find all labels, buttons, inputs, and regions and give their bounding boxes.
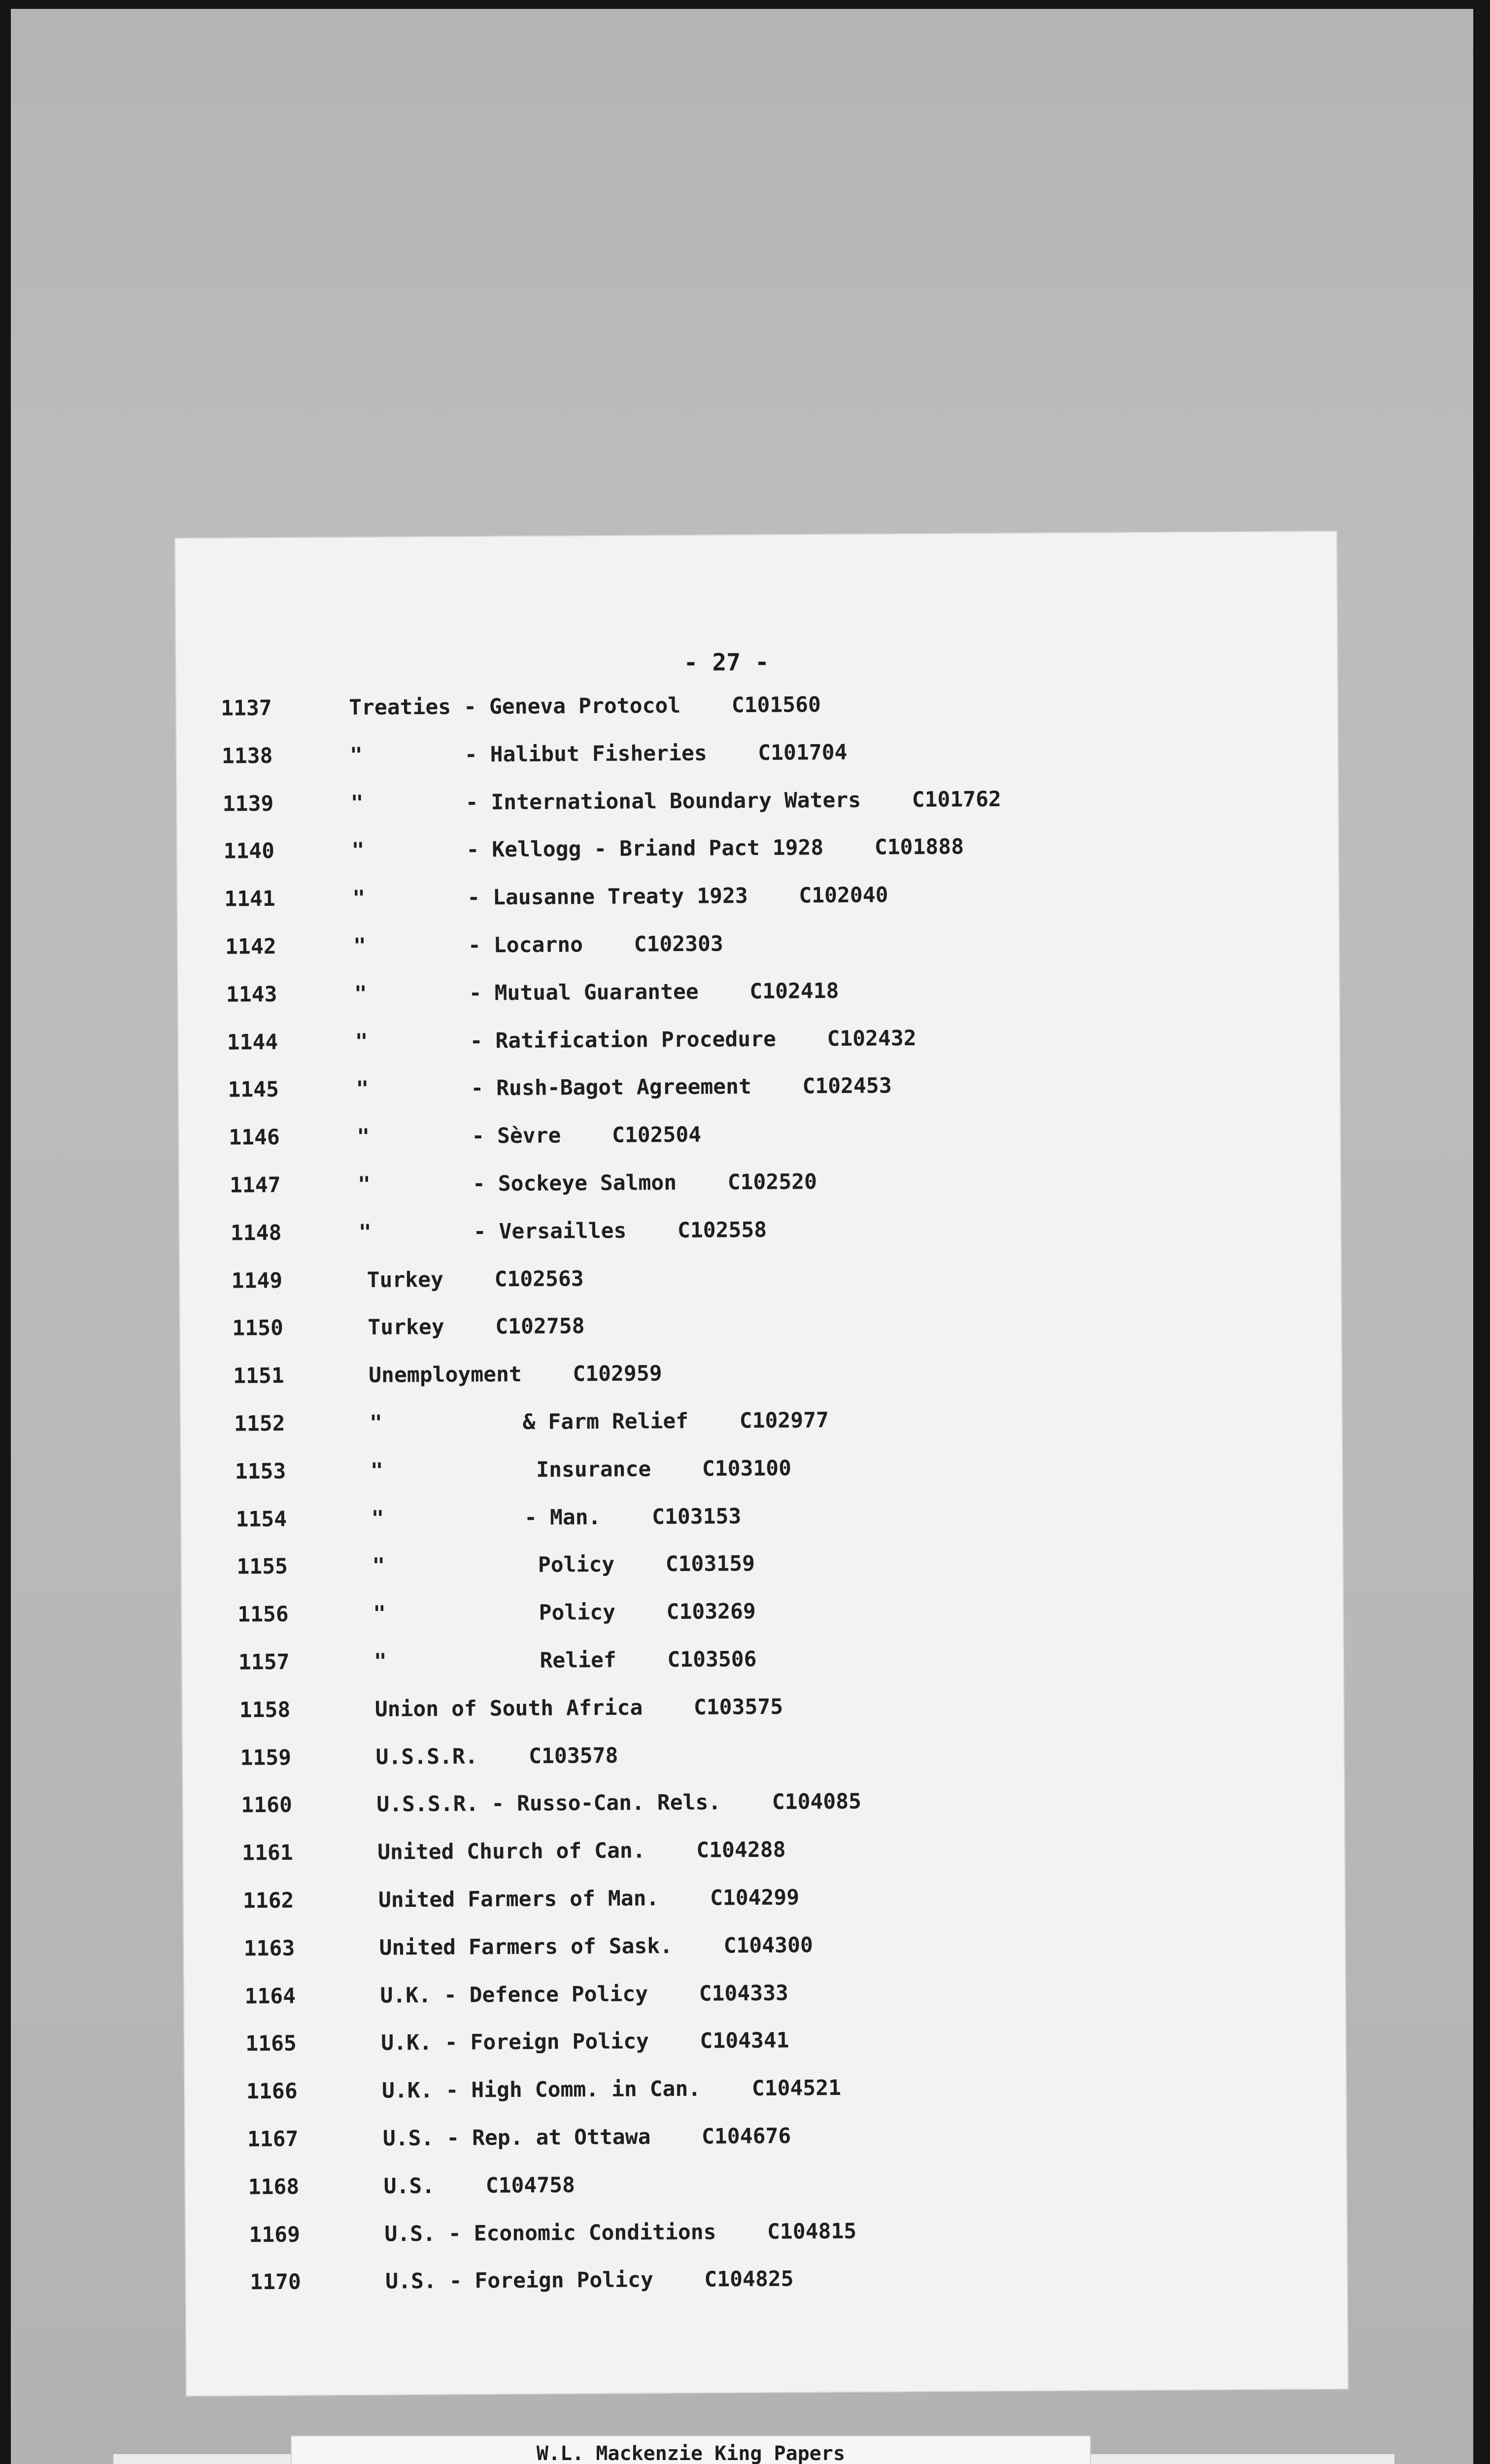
entry-subject-text: " - Mutual Guarantee xyxy=(354,979,699,1006)
entry-gap xyxy=(673,1933,724,1958)
entry-gap xyxy=(649,2029,700,2054)
entry-gap xyxy=(707,741,758,766)
entry-code: C102453 xyxy=(802,1073,892,1099)
entry-number: 1159 xyxy=(240,1745,292,1771)
entry-subject-text: " - Lausanne Treaty 1923 xyxy=(352,884,748,911)
entry-number: 1146 xyxy=(229,1125,280,1150)
entry-code: C104676 xyxy=(701,2123,791,2149)
entry-code: C104333 xyxy=(699,1981,789,2006)
entry-subject xyxy=(383,2173,575,2198)
entry-row xyxy=(183,1024,1267,1064)
entry-subject-text: " Policy xyxy=(373,1600,616,1626)
entry-subject-text: Turkey xyxy=(367,1267,444,1293)
entry-row xyxy=(189,1358,1273,1399)
entry-code: C102977 xyxy=(739,1408,829,1434)
entry-number: 1150 xyxy=(232,1316,284,1341)
entry-number: 1140 xyxy=(223,839,275,864)
entry-gap xyxy=(688,1408,740,1434)
collection-slip xyxy=(291,2435,1091,2464)
entry-gap xyxy=(680,693,732,718)
entry-gap xyxy=(861,787,912,813)
entry-code: C102758 xyxy=(495,1314,585,1339)
entry-gap xyxy=(614,1552,666,1577)
entry-subject xyxy=(356,1074,892,1102)
entry-subject xyxy=(367,1266,583,1293)
entry-code: C102520 xyxy=(727,1169,817,1195)
entry-subject xyxy=(385,2267,794,2294)
entry-number: 1138 xyxy=(221,743,273,769)
entry-row xyxy=(180,881,1264,922)
entry-subject-text: " - Sockeye Salmon xyxy=(357,1170,677,1197)
entry-number: 1155 xyxy=(237,1554,288,1579)
entry-subject xyxy=(353,931,723,958)
entry-number: 1142 xyxy=(225,934,276,959)
entry-subject xyxy=(358,1169,817,1197)
entry-subject-text: " Insurance xyxy=(370,1457,651,1483)
entry-number: 1148 xyxy=(230,1220,282,1246)
entry-gap xyxy=(776,1027,827,1052)
entry-subject xyxy=(355,1026,916,1054)
entry-subject-text: Turkey xyxy=(368,1315,444,1340)
entry-code: C102418 xyxy=(749,978,839,1004)
entry-subject-text: " - Man. xyxy=(371,1505,601,1531)
entry-code: C103575 xyxy=(693,1694,783,1720)
entry-number: 1158 xyxy=(239,1697,291,1723)
entry-number: 1151 xyxy=(233,1364,284,1389)
entry-subject-text: Unemployment xyxy=(369,1362,522,1388)
entry-code: C104300 xyxy=(723,1933,813,1958)
entry-number: 1166 xyxy=(246,2079,298,2104)
entry-gap xyxy=(648,1981,699,2006)
entry-subject-text: Union of South Africa xyxy=(374,1695,643,1722)
entry-subject xyxy=(376,1789,861,1817)
entry-code: C103578 xyxy=(529,1743,618,1769)
entry-code: C103269 xyxy=(666,1599,756,1625)
entry-number: 1162 xyxy=(242,1888,294,1914)
entry-gap xyxy=(626,1218,677,1243)
entry-subject-text: " - Sèvre xyxy=(357,1123,561,1150)
entry-subject-text: " - Ratification Procedure xyxy=(355,1027,777,1054)
entry-gap xyxy=(651,1456,702,1481)
collection-line-1: W.L. Mackenzie King Papers xyxy=(536,2442,846,2464)
entry-subject-text: U.S.S.R. - Russo-Can. Rels. xyxy=(376,1790,721,1817)
entry-subject-text: " Relief xyxy=(373,1647,616,1674)
entry-code: C104825 xyxy=(704,2266,794,2293)
entry-row xyxy=(181,928,1265,969)
entry-subject xyxy=(383,2124,791,2151)
entry-subject xyxy=(380,1981,788,2008)
entry-code: C104288 xyxy=(696,1837,786,1863)
entry-row xyxy=(196,1739,1280,1780)
entry-subject xyxy=(371,1504,741,1531)
entry-code: C103153 xyxy=(651,1504,742,1529)
entry-gap xyxy=(616,1647,668,1673)
entry-subject-text: " & Farm Relief xyxy=(369,1408,689,1436)
entry-subject-text: U.S.S.R. xyxy=(375,1744,478,1770)
entry-subject xyxy=(349,692,821,720)
entry-row xyxy=(177,738,1261,779)
entry-row xyxy=(198,1835,1282,1876)
entry-subject xyxy=(378,1885,800,1913)
entry-subject xyxy=(351,835,964,863)
entry-number: 1156 xyxy=(237,1602,289,1627)
entry-number: 1144 xyxy=(227,1029,278,1055)
entry-gap xyxy=(601,1505,652,1530)
entry-subject xyxy=(359,1218,767,1245)
entry-code: C101560 xyxy=(731,692,821,718)
entry-code: C104085 xyxy=(772,1789,862,1815)
entry-number: 1154 xyxy=(236,1506,287,1532)
entry-gap xyxy=(748,884,799,909)
entry-number: 1137 xyxy=(220,696,272,721)
entry-number: 1141 xyxy=(224,887,276,912)
entry-gap xyxy=(721,1790,772,1815)
entry-number: 1164 xyxy=(244,1984,296,2009)
entry-gap xyxy=(823,835,875,860)
entry-subject xyxy=(371,1456,792,1483)
entry-gap xyxy=(751,1074,803,1099)
entry-subject-text: U.S. - Foreign Policy xyxy=(385,2267,654,2294)
entry-row xyxy=(185,1167,1269,1208)
entry-gap xyxy=(653,2267,705,2293)
entry-row xyxy=(186,1214,1270,1255)
entry-subject xyxy=(369,1361,662,1388)
entry-subject xyxy=(370,1408,829,1436)
entry-row xyxy=(190,1405,1274,1446)
entry-subject-text: U.K. - Foreign Policy xyxy=(381,2029,649,2056)
entry-row xyxy=(187,1262,1271,1303)
entry-subject xyxy=(351,787,1002,816)
entry-number: 1147 xyxy=(229,1172,281,1198)
entry-code: C103506 xyxy=(667,1647,757,1673)
entry-subject xyxy=(384,2219,856,2246)
entry-code: C104815 xyxy=(767,2219,857,2244)
entry-row xyxy=(179,833,1263,874)
entry-number: 1145 xyxy=(228,1077,279,1102)
entry-row xyxy=(191,1501,1275,1541)
entry-row xyxy=(194,1644,1278,1685)
entry-row xyxy=(197,1787,1281,1828)
entry-row xyxy=(184,1119,1268,1160)
entry-row xyxy=(182,976,1266,1017)
entry-code: C101888 xyxy=(874,834,964,860)
entry-number: 1161 xyxy=(241,1840,293,1866)
entry-row xyxy=(188,1310,1272,1351)
entry-row xyxy=(192,1548,1276,1589)
entry-subject xyxy=(377,1838,786,1865)
entry-subject xyxy=(368,1314,584,1340)
entry-subject xyxy=(375,1743,618,1769)
entry-row xyxy=(193,1596,1277,1637)
entry-subject-text: " - Kellogg - Briand Pact 1928 xyxy=(351,835,824,863)
entry-row xyxy=(183,1071,1267,1112)
entry-subject-text: " - Halibut Fisheries xyxy=(349,741,707,768)
entry-subject xyxy=(350,740,847,768)
entry-code: C102563 xyxy=(494,1266,584,1292)
entry-code: C102432 xyxy=(827,1026,916,1051)
entry-code: C104521 xyxy=(751,2076,842,2101)
entry-number: 1168 xyxy=(248,2174,300,2200)
entry-subject-text: " - Locarno xyxy=(353,932,583,959)
entry-subject xyxy=(379,1933,813,1960)
entry-subject-text: United Farmers of Man. xyxy=(378,1886,659,1913)
entry-subject-text: " - Versailles xyxy=(358,1218,627,1245)
entry-gap xyxy=(650,2124,702,2150)
entry-gap xyxy=(522,1362,573,1387)
entry-number: 1139 xyxy=(222,791,274,817)
entry-subject-text: U.S. xyxy=(383,2173,435,2199)
entry-subject xyxy=(352,883,888,911)
entry-number: 1157 xyxy=(238,1649,290,1675)
entry-row xyxy=(202,2073,1286,2114)
entry-subject-text: " Policy xyxy=(372,1552,615,1579)
entry-number: 1153 xyxy=(235,1459,286,1484)
entry-subject-text: " - Rush-Bagot Agreement xyxy=(356,1074,752,1102)
entry-row xyxy=(201,2025,1285,2066)
entry-row xyxy=(200,1978,1284,2019)
entry-code: C102303 xyxy=(634,931,723,957)
entry-gap xyxy=(716,2220,767,2245)
entry-row xyxy=(199,1882,1283,1923)
entry-gap xyxy=(435,2173,486,2198)
entry-code: C104341 xyxy=(700,2028,789,2054)
entry-row xyxy=(205,2264,1289,2305)
entry-subject-text: United Farmers of Sask. xyxy=(379,1933,673,1960)
entry-gap xyxy=(699,979,750,1004)
entry-subject-text: U.K. - High Comm. in Can. xyxy=(381,2076,701,2103)
entry-row xyxy=(176,690,1260,731)
entry-code: C102504 xyxy=(611,1122,702,1148)
entry-subject-text: Treaties - Geneva Protocol xyxy=(348,693,681,720)
entry-gap xyxy=(615,1600,667,1625)
entry-code: C101762 xyxy=(912,787,1002,812)
entry-number: 1160 xyxy=(241,1793,293,1818)
entry-subject xyxy=(374,1647,757,1674)
entry-subject-text: U.S. - Rep. at Ottawa xyxy=(382,2124,651,2151)
entry-number: 1163 xyxy=(243,1936,295,1961)
entry-subject xyxy=(382,2076,841,2103)
entry-gap xyxy=(659,1886,710,1911)
entry-number: 1143 xyxy=(226,982,277,1007)
entry-number: 1149 xyxy=(231,1268,283,1294)
entry-subject-text: U.S. - Economic Conditions xyxy=(384,2220,716,2247)
entry-subject xyxy=(354,979,839,1006)
entry-gap xyxy=(561,1123,612,1148)
entry-subject-text: U.K. - Defence Policy xyxy=(380,1981,648,2008)
entry-gap xyxy=(444,1315,496,1340)
entry-number: 1169 xyxy=(249,2222,301,2247)
entry-code: C102558 xyxy=(677,1217,767,1243)
entry-subject xyxy=(375,1695,783,1722)
entry-code: C101704 xyxy=(758,740,847,765)
entry-row xyxy=(204,2216,1288,2257)
entry-number: 1152 xyxy=(234,1411,285,1437)
entry-subject xyxy=(357,1123,701,1149)
entry-row xyxy=(178,785,1262,826)
entry-subject-text: United Church of Can. xyxy=(377,1838,645,1865)
entry-gap xyxy=(477,1744,529,1769)
entry-row xyxy=(191,1453,1275,1494)
entry-gap xyxy=(645,1838,697,1863)
entry-code: C102040 xyxy=(799,883,888,908)
document-page xyxy=(175,532,1348,2396)
entry-code: C104758 xyxy=(485,2173,576,2198)
entry-gap xyxy=(643,1695,694,1720)
entry-subject xyxy=(372,1551,755,1578)
entry-code: C104299 xyxy=(710,1885,800,1911)
entry-subject xyxy=(373,1599,756,1626)
entry-gap xyxy=(701,2076,752,2101)
entry-row xyxy=(203,2168,1287,2209)
entry-row xyxy=(195,1691,1279,1732)
entry-row xyxy=(200,1930,1284,1971)
page-number: - 27 - xyxy=(683,648,770,677)
entry-number: 1170 xyxy=(250,2270,301,2295)
entry-code: C103100 xyxy=(702,1456,792,1481)
entry-code: C102959 xyxy=(573,1361,662,1387)
entry-number: 1167 xyxy=(247,2126,299,2152)
entry-gap xyxy=(583,932,634,958)
entry-gap xyxy=(677,1170,728,1195)
entry-gap xyxy=(443,1267,495,1292)
entry-subject-text: " - International Boundary Waters xyxy=(350,787,861,816)
entry-code: C103159 xyxy=(665,1551,755,1577)
entry-number: 1165 xyxy=(245,2031,297,2056)
entry-row xyxy=(203,2121,1287,2161)
entry-subject xyxy=(381,2028,789,2055)
